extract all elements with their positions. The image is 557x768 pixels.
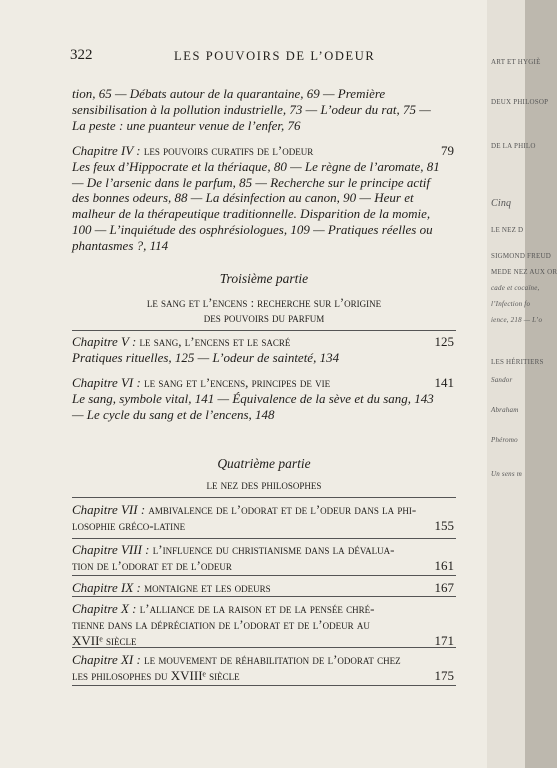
divider [72,685,456,686]
text-line: sensibilisation à la pollution industrielle, 73 — L’odeur du rat, 75 — [72,101,431,117]
toc-entry-chapter-5 [72,334,456,366]
toc-entry-chapter-11 [72,652,456,684]
facing-page-text: DEUX PHILOSOP [491,98,549,106]
chapter-3-continuation [72,86,456,133]
text-line: tion, 65 — Débats autour de la quarantaine, 69 — Première [72,86,386,101]
chapter-label: Chapitre X : [72,601,137,616]
page-number: 322 [70,47,93,63]
facing-page-text: Sandor [491,376,513,384]
chapter-label: Chapitre VII : [72,502,146,517]
chapter-title-cont: les philosophes du XVIIIᵉ siècle [72,667,240,683]
facing-page-text: Un sens m [491,470,522,478]
chapter-label: Chapitre XI : [72,652,141,667]
toc-entry-chapter-8 [72,542,456,574]
chapter-label: Chapitre IV : [72,143,141,158]
facing-page-text: Phéromo [491,436,518,444]
toc-entry-chapter-6 [72,375,456,422]
toc-entry-chapter-7 [72,502,456,534]
text-line: La peste : une puanteur venue de l’enfer, 76 [72,117,301,133]
chapter-title-cont: losophie gréco-latine [72,517,186,533]
chapter-title: montaigne et les odeurs [144,580,271,595]
text-line: malheur de la thérapeutique traditionnelle. Disparition de la momie, [72,206,431,222]
book-title: LES POUVOIRS DE L’ODEUR [174,49,376,63]
chapter-title: le sang, l’encens et le sacré [139,334,291,349]
text-line: Les feux d’Hippocrate et la thériaque, 80 — Le règne de l’aromate, 81 [72,158,440,174]
divider [72,538,456,539]
part-3-title: Troisième partie [219,271,309,286]
toc-entry-chapter-9 [72,580,456,596]
facing-page-text: cade et cocaïne, [491,284,540,292]
divider [72,497,456,498]
chapter-title: le mouvement de réhabilitation de l’odorat chez [144,652,401,667]
part-4-title: Quatrième partie [217,456,311,471]
facing-page-text: ART ET HYGIÈ [491,58,541,66]
chapter-title: ambivalence de l’odorat et de l’odeur dans la phi- [148,502,417,517]
page-ref: 141 [434,375,454,390]
page-ref: 155 [434,517,454,533]
part-3-subtitle-1: le sang et l’encens : recherche sur l’origine [146,296,382,310]
chapter-title: le sang et l’encens, principes de vie [144,375,331,390]
divider [72,596,456,597]
text-line: — Le cycle du sang et de l’encens, 148 [72,406,275,422]
text-line: Pratiques rituelles, 125 — L’odeur de sainteté, 134 [72,349,340,365]
facing-page-text: ience, 218 — L’o [491,316,543,324]
facing-page-text: DE LA PHILO [491,142,536,150]
facing-page-text: Abraham [491,406,519,414]
chapter-title: les pouvoirs curatifs de l’odeur [143,143,314,158]
chapter-title: l’influence du christianisme dans la dévalua- [152,542,395,557]
text-line: des bonnes odeurs, 88 — La désinfection au canon, 90 — Heur et [72,190,414,206]
page-ref: 175 [434,667,454,683]
facing-page-text: LE NEZ D [491,226,524,234]
text-line: 100 — L’inquiétude des osphrésiologues, 109 — Pratiques réelles ou [72,221,433,237]
facing-page-text: LES HÉRITIERS [491,358,544,366]
running-head [70,47,457,67]
divider [72,647,456,648]
page-ref: 79 [441,143,454,158]
text-line: phantasmes ?, 114 [72,237,169,253]
chapter-label: Chapitre V : [72,334,137,349]
part-4-subtitle: le nez des philosophes [206,478,322,492]
page-ref: 171 [434,632,454,648]
chapter-title: l’alliance de la raison et de la pensée chré- [139,601,375,616]
toc-entry-chapter-10 [72,601,456,648]
page-ref: 125 [434,334,454,349]
divider [72,330,456,331]
page-ref: 161 [434,557,454,573]
facing-page-text: SIGMOND FREUD [491,252,551,260]
toc-entry-chapter-4 [72,143,456,254]
facing-page-text: l’Infection fo [491,300,531,308]
divider [72,575,456,576]
facing-page-text: MEDE NEZ AUX OR [491,268,557,276]
part-3-subtitle-2: des pouvoirs du parfum [203,311,325,325]
chapter-title-cont: XVIIᵉ siècle [72,632,137,648]
text-line: Le sang, symbole vital, 141 — Équivalence de la sève et du sang, 143 [72,390,434,406]
chapter-label: Chapitre VI : [72,375,141,390]
facing-page-edge [487,0,557,768]
chapter-title-cont: tienne dans la dépréciation de l’odorat et de l’odeur au [72,616,370,632]
page-ref: 167 [434,580,454,595]
facing-page-text: Cinq [491,198,512,209]
chapter-label: Chapitre VIII : [72,542,150,557]
chapter-title-cont: tion de l’odorat et de l’odeur [72,557,232,573]
chapter-label: Chapitre IX : [72,580,141,595]
text-line: — De l’arsenic dans le parfum, 85 — Recherche sur le principe actif [72,174,431,190]
